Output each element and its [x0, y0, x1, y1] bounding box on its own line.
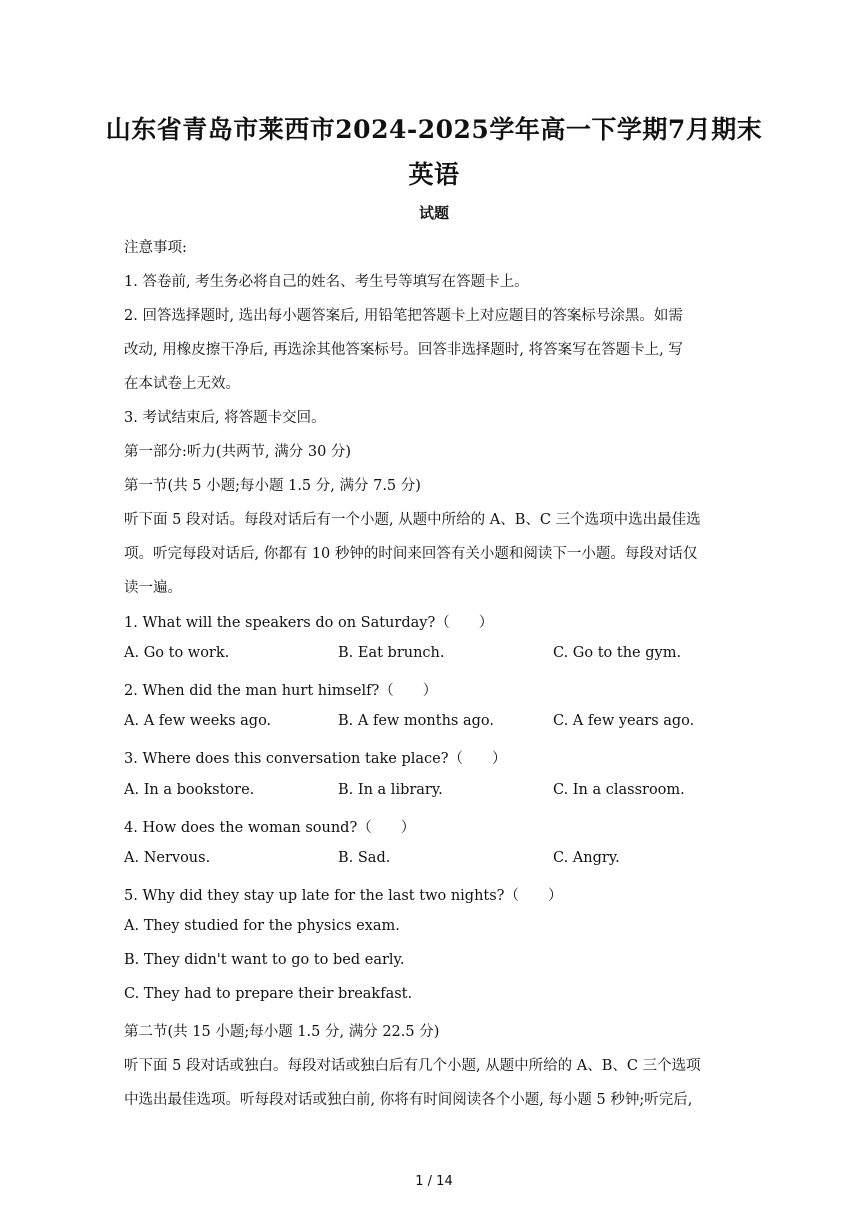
document-subtitle: 试题 [418, 204, 449, 222]
question-4-option-c: C. Angry. [553, 850, 620, 866]
note-item-3: 3. 考试结束后, 将答题卡交回。 [124, 410, 326, 426]
question-2: 2. When did the man hurt himself?（ ） [124, 683, 438, 699]
question-5-option-a: A. They studied for the physics exam. [124, 918, 400, 934]
question-1-option-b: B. Eat brunch. [338, 645, 445, 661]
question-3-option-c: C. In a classroom. [553, 782, 685, 798]
question-5: 5. Why did they stay up late for the last two nights?（ ） [124, 888, 563, 904]
note-item-1: 1. 答卷前, 考生务必将自己的姓名、考生号等填写在答题卡上。 [124, 274, 529, 290]
part1-heading: 第一部分:听力(共两节, 满分 30 分) [124, 444, 352, 460]
section1-instructions-line1: 听下面 5 段对话。每段对话后有一个小题, 从题中所给的 A、B、C 三个选项中选出最佳选 [124, 512, 701, 528]
section1-instructions-line3: 读一遍。 [124, 580, 182, 596]
section2-heading: 第二节(共 15 小题;每小题 1.5 分, 满分 22.5 分) [124, 1024, 440, 1040]
question-3-option-a: A. In a bookstore. [124, 782, 255, 798]
question-4-option-a: A. Nervous. [124, 850, 211, 866]
question-2-option-a: A. A few weeks ago. [124, 713, 272, 729]
question-4: 4. How does the woman sound?（ ） [124, 820, 416, 836]
document-title-line2: 英语 [408, 160, 460, 189]
section1-instructions-line2: 项。听完每段对话后, 你都有 10 秒钟的时间来回答有关小题和阅读下一小题。每段对话仅 [124, 546, 698, 562]
section2-instructions-line1: 听下面 5 段对话或独白。每段对话或独白后有几个小题, 从题中所给的 A、B、C 三个选项 [124, 1058, 701, 1074]
question-1-option-c: C. Go to the gym. [553, 645, 682, 661]
page-number: 1 / 14 [415, 1174, 453, 1189]
section1-heading: 第一节(共 5 小题;每小题 1.5 分, 满分 7.5 分) [124, 478, 421, 494]
question-2-option-c: C. A few years ago. [553, 713, 695, 729]
question-1-option-a: A. Go to work. [124, 645, 230, 661]
question-5-option-c: C. They had to prepare their breakfast. [124, 986, 413, 1002]
section2-instructions-line2: 中选出最佳选项。听每段对话或独白前, 你将有时间阅读各个小题, 每小题 5 秒钟;听完后, [124, 1092, 693, 1108]
question-1: 1. What will the speakers do on Saturday?（ ） [124, 615, 494, 631]
question-4-option-b: B. Sad. [338, 850, 391, 866]
question-3: 3. Where does this conversation take place?（ ） [124, 751, 507, 767]
question-2-option-b: B. A few months ago. [338, 713, 494, 729]
question-3-option-b: B. In a library. [338, 782, 443, 798]
question-5-option-b: B. They didn't want to go to bed early. [124, 952, 405, 968]
note-item-2-line2: 改动, 用橡皮擦干净后, 再选涂其他答案标号。回答非选择题时, 将答案写在答题卡上, 写 [124, 342, 683, 358]
note-item-2-line1: 2. 回答选择题时, 选出每小题答案后, 用铅笔把答题卡上对应题目的答案标号涂黑。如需 [124, 308, 683, 324]
notes-heading: 注意事项: [124, 240, 187, 256]
document-title-line1: 山东省青岛市莱西市2024-2025学年高一下学期7月期末 [105, 115, 763, 144]
note-item-2-line3: 在本试卷上无效。 [124, 376, 240, 392]
